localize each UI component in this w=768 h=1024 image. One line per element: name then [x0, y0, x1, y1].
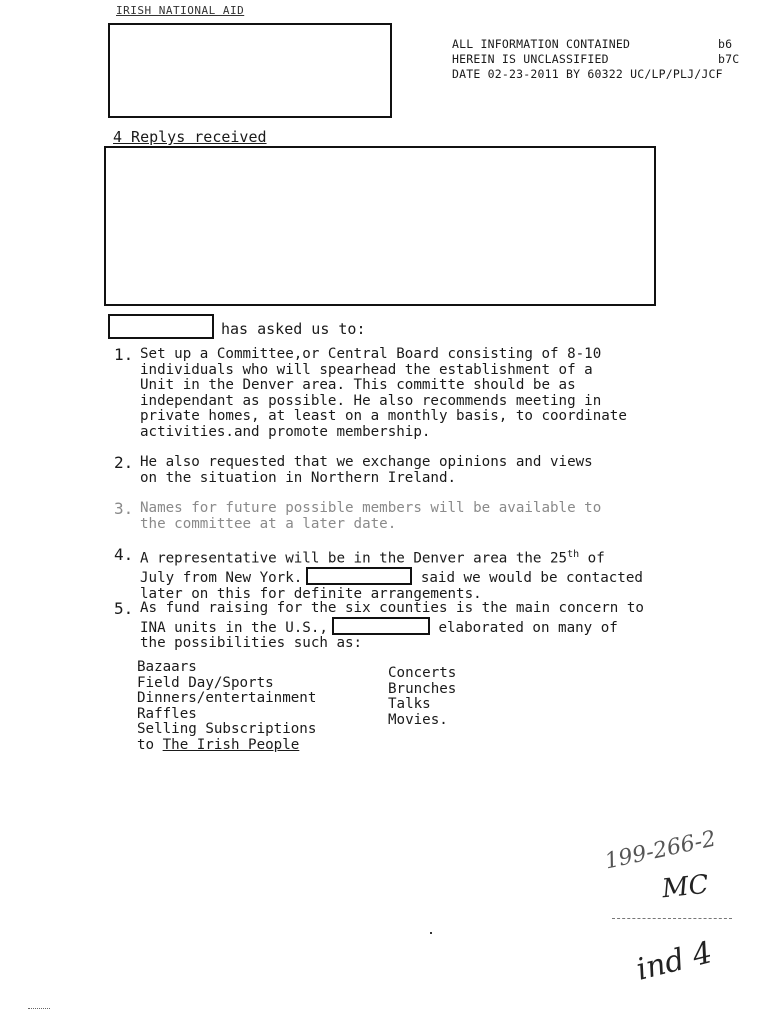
item-line: Names for future possible members will be available to — [140, 500, 602, 516]
item-line: the possibilities such as: — [140, 635, 363, 651]
list-item: Brunches — [388, 680, 457, 697]
list-item — [137, 738, 316, 754]
redaction-box-top — [108, 23, 392, 118]
item-number: 3. — [114, 499, 134, 518]
item-line: on the situation in Northern Ireland. — [140, 469, 457, 486]
publication-title: The Irish People — [162, 736, 300, 753]
list-item: Movies. — [388, 711, 448, 728]
item-number: 1. — [114, 345, 134, 364]
classification-line-1: ALL INFORMATION CONTAINED — [452, 37, 631, 51]
item-number: 5. — [114, 599, 134, 618]
item-line: As fund raising for the six counties is the main concern to — [140, 600, 644, 616]
classification-line-3: DATE 02-23-2011 BY 60322 UC/LP/PLJ/JCF — [452, 67, 723, 81]
fund-raising-list-right — [388, 666, 456, 728]
item-line: individuals who will spearhead the establishment of a — [140, 361, 593, 378]
list-item: Concerts — [388, 665, 457, 681]
exemption-code-b7c: b7C — [718, 52, 740, 66]
list-item-prefix: to — [137, 736, 163, 753]
classification-line-2: HEREIN IS UNCLASSIFIED — [452, 52, 609, 66]
list-item-4 — [114, 545, 643, 602]
redaction-box-inline — [332, 617, 430, 635]
list-item-2 — [114, 453, 593, 486]
handwritten-note: ind 4 — [632, 935, 716, 988]
exemption-code-b6: b6 — [718, 37, 733, 51]
item-line: He also requested that we exchange opinions and views — [140, 454, 593, 470]
handwritten-divider — [612, 918, 732, 919]
item-line: the committee at a later date. — [140, 515, 397, 532]
item-line: activities.and promote membership. — [140, 423, 431, 440]
redaction-box-large — [104, 146, 656, 306]
list-item: Bazaars — [137, 659, 197, 675]
item-number: 2. — [114, 453, 134, 472]
list-item-3 — [114, 499, 602, 532]
item-number: 4. — [114, 545, 134, 564]
list-item: Talks — [388, 696, 431, 712]
item-line: private homes, at least on a monthly basis, to coordinate — [140, 408, 627, 424]
list-item-1 — [114, 345, 627, 440]
fund-raising-list-left — [137, 660, 316, 753]
item-line: independant as possible. He also recommends meeting in — [140, 392, 602, 409]
top-scribble-heading: IRISH NATIONAL AID — [116, 4, 245, 17]
replies-heading: 4 Replys received — [113, 128, 267, 146]
item-line-text: INA units in the U.S., — [140, 619, 328, 636]
scan-speck — [430, 932, 432, 934]
item-line-text: July from New York. — [140, 570, 303, 587]
redaction-box-inline — [306, 567, 412, 585]
item-line: Set up a Committee,or Central Board consisting of 8-10 — [140, 346, 602, 362]
redaction-box-name — [108, 314, 214, 339]
item-line: Unit in the Denver area. This committe should be as — [140, 377, 576, 393]
scan-speck — [28, 1008, 50, 1010]
item-line-text: said we would be contacted — [412, 570, 643, 587]
item-line-text: A representative will be in the Denver area the 25 — [140, 550, 568, 567]
list-item: Field Day/Sports — [137, 674, 274, 691]
item-line-text: of — [579, 550, 605, 567]
list-item: Raffles — [137, 705, 197, 722]
handwritten-initials: MC — [660, 869, 710, 905]
asked-text: has asked us to: — [221, 320, 366, 338]
list-item-5 — [114, 599, 644, 652]
item-line: later on this for definite arrangements. — [140, 585, 482, 602]
item-line-text: elaborated on many of — [429, 619, 618, 636]
handwritten-file-number: 199-266-2 — [602, 826, 719, 875]
list-item: Selling Subscriptions — [137, 721, 317, 737]
list-item: Dinners/entertainment — [137, 690, 317, 706]
ordinal-suffix: th — [567, 549, 580, 560]
